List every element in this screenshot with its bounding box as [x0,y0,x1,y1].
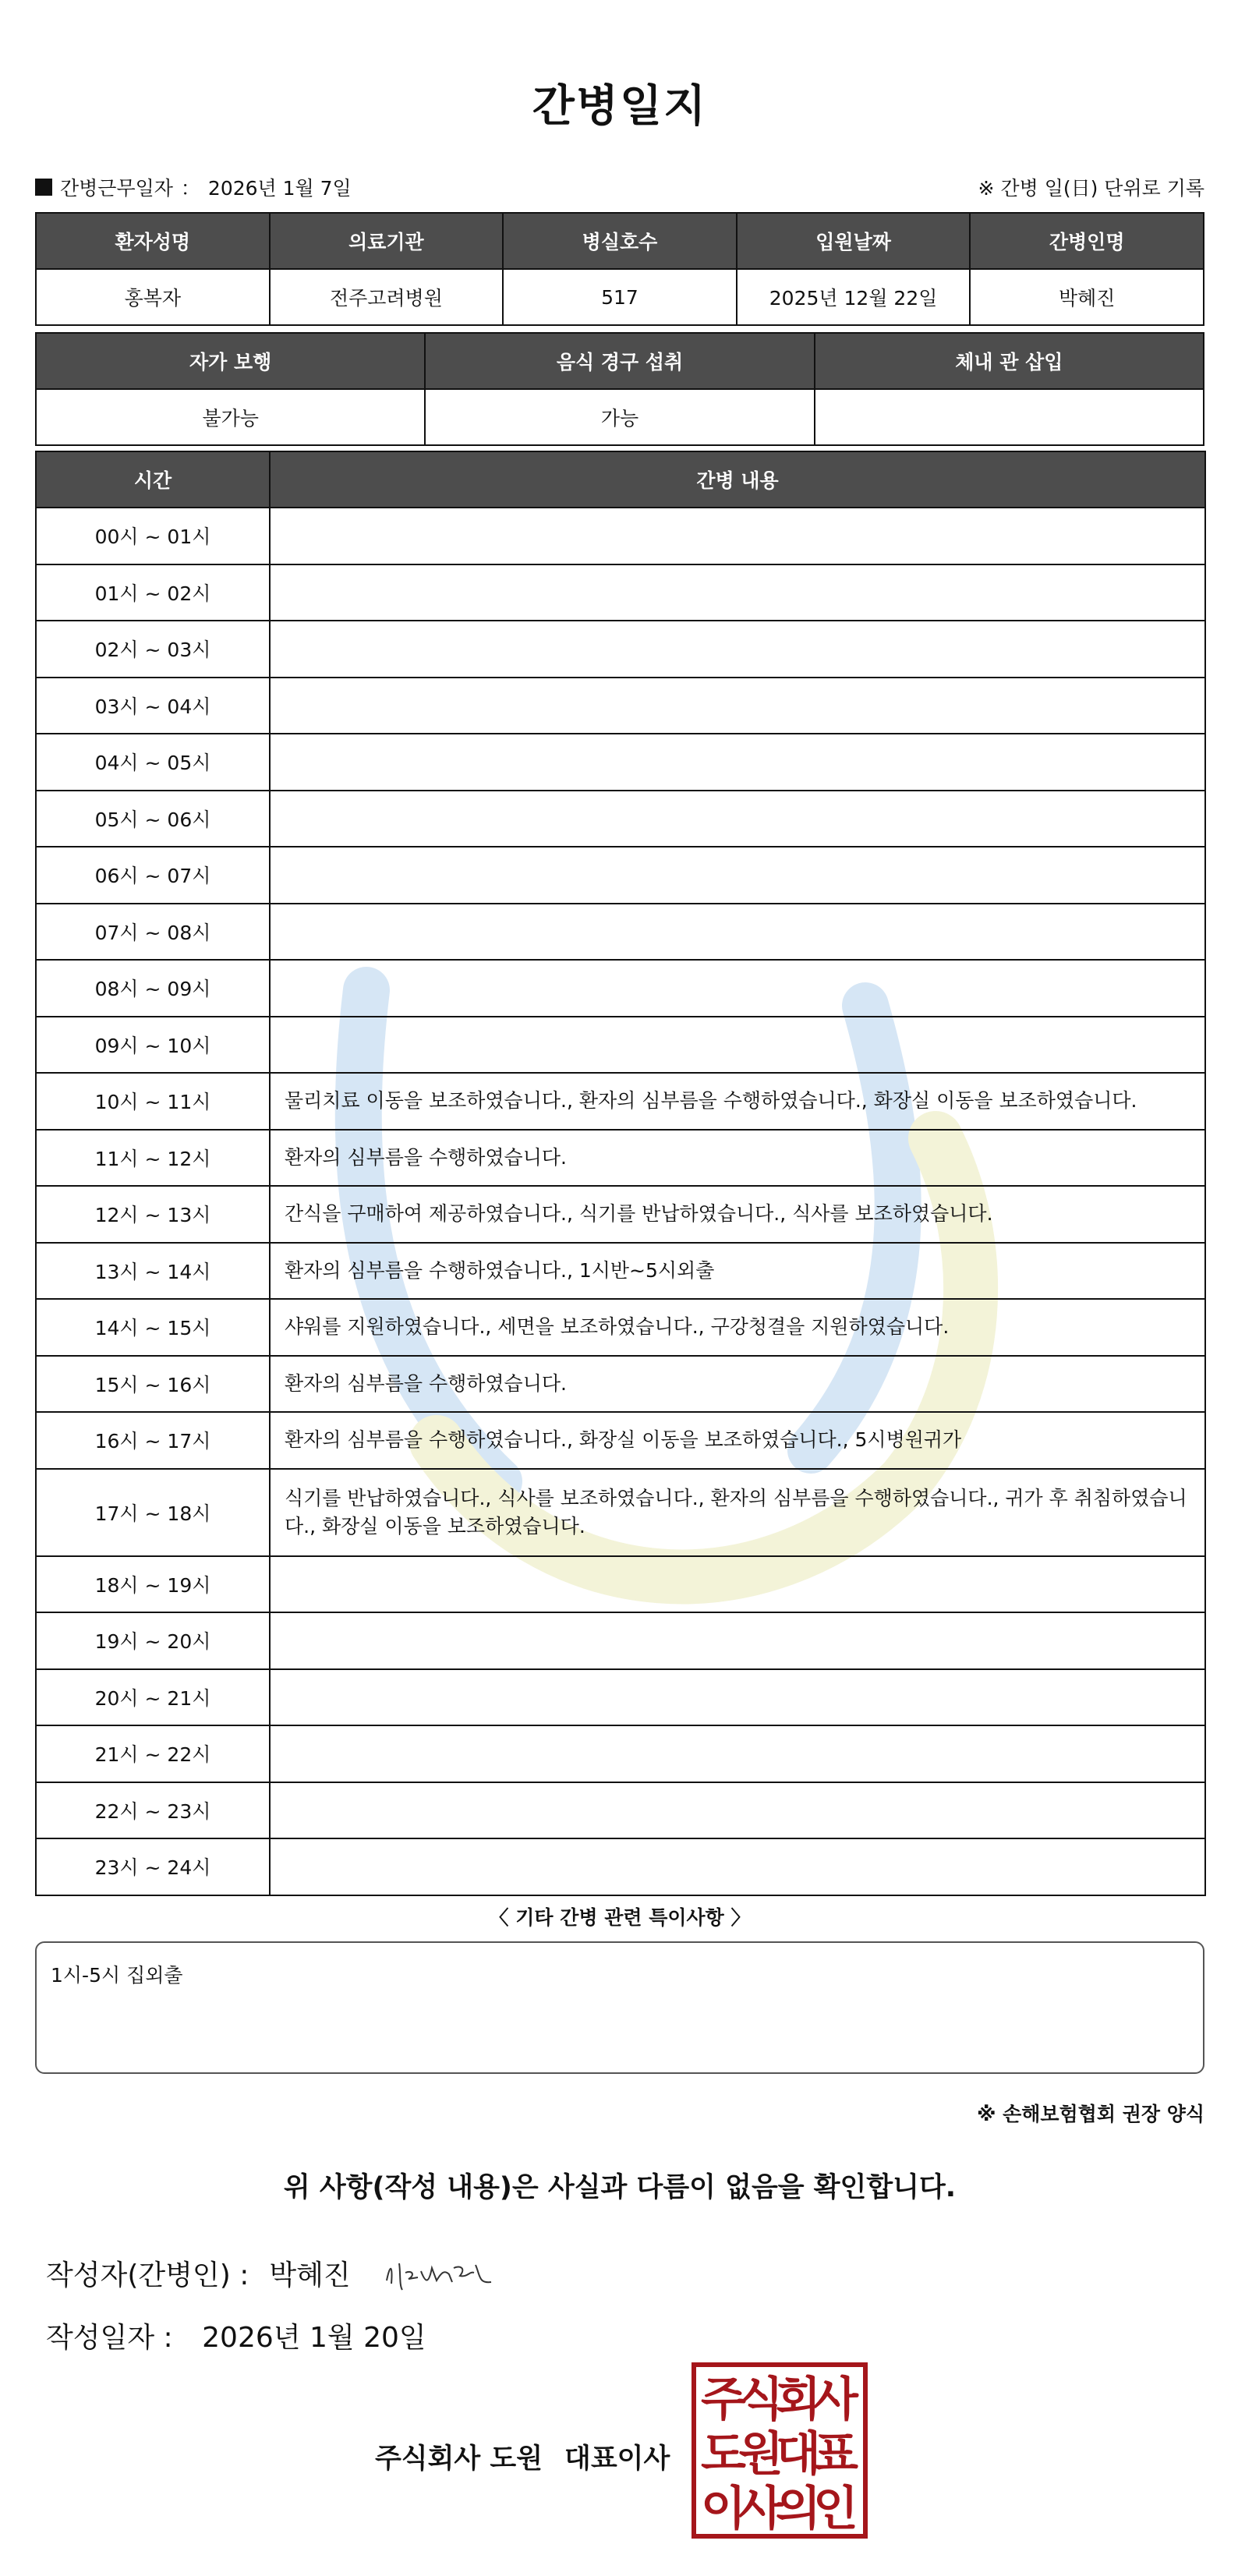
time-cell: 07시 ~ 08시 [36,904,270,961]
care-content-cell: 식기를 반납하였습니다., 식사를 보조하였습니다., 환자의 심부름을 수행하였습니다., 귀가 후 취침하였습니다., 화장실 이동을 보조하였습니다. [270,1469,1205,1556]
patient-status-table [35,332,1204,446]
header-caregiver: 간병인명 [970,213,1204,269]
care-content-cell: 환자의 심부름을 수행하였습니다., 1시반~5시외출 [270,1243,1205,1300]
care-content-cell: 물리치료 이동을 보조하였습니다., 환자의 심부름을 수행하였습니다., 화장실 이동을 보조하였습니다. [270,1073,1205,1130]
care-content-cell [270,1838,1205,1895]
svg-text:표: 표 [813,2427,858,2482]
table-row [36,678,1205,734]
time-cell: 08시 ~ 09시 [36,960,270,1017]
time-cell: 23시 ~ 24시 [36,1838,270,1895]
table-row [36,791,1205,847]
time-cell: 05시 ~ 06시 [36,791,270,847]
time-cell: 01시 ~ 02시 [36,564,270,621]
svg-text:인: 인 [813,2482,858,2536]
header-time: 시간 [36,451,270,508]
care-content-cell [270,1725,1205,1782]
room-number: 517 [503,269,737,325]
time-cell: 11시 ~ 12시 [36,1130,270,1187]
status-value-row [36,389,1204,445]
header-hospital: 의료기관 [270,213,504,269]
work-date [35,173,352,201]
time-cell: 04시 ~ 05시 [36,734,270,791]
table-row [36,1556,1205,1613]
time-cell: 19시 ~ 20시 [36,1612,270,1669]
time-cell: 17시 ~ 18시 [36,1469,270,1556]
table-row [36,1243,1205,1300]
table-row [36,1612,1205,1669]
care-content-cell [270,1556,1205,1613]
care-content-cell: 환자의 심부름을 수행하였습니다. [270,1130,1205,1187]
log-body [36,508,1205,1895]
svg-text:사: 사 [813,2373,858,2427]
care-content-cell [270,734,1205,791]
time-cell: 13시 ~ 14시 [36,1243,270,1300]
table-row [36,1017,1205,1074]
meta-line [35,173,1204,201]
work-date-value: 2026년 1월 7일 [207,177,352,200]
table-row [36,1838,1205,1895]
document-title: 간병일지 [532,81,708,132]
remarks-text: 1시-5시 집외출 [51,1964,183,1987]
work-date-label: 간병근무일자 [60,177,173,200]
table-row [36,1412,1205,1469]
company-name: 주식회사 도원 [375,2443,543,2475]
header-self-walking: 자가 보행 [36,333,425,389]
svg-text:대: 대 [776,2427,821,2482]
table-row [36,621,1205,678]
table-row [36,1469,1205,1556]
table-row [36,960,1205,1017]
oral-intake: 가능 [425,389,814,445]
time-cell: 16시 ~ 17시 [36,1412,270,1469]
svg-text:사: 사 [738,2482,783,2536]
writer-label: 작성자(간병인) : [46,2259,249,2291]
self-walking: 불가능 [36,389,425,445]
written-date-line [46,2316,426,2355]
admission-date: 2025년 12월 22일 [737,269,971,325]
svg-text:이: 이 [701,2482,746,2536]
care-content-cell [270,564,1205,621]
svg-text:원: 원 [738,2427,783,2482]
hospital: 전주고려병원 [270,269,504,325]
care-content-cell [270,960,1205,1017]
care-content-cell [270,508,1205,564]
patient-value-row [36,269,1204,325]
care-content-cell [270,904,1205,961]
care-content-cell [270,1612,1205,1669]
svg-text:식: 식 [738,2373,783,2427]
time-cell: 14시 ~ 15시 [36,1299,270,1356]
care-content-cell [270,847,1205,904]
header-room: 병실호수 [503,213,737,269]
table-row [36,1186,1205,1243]
time-cell: 10시 ~ 11시 [36,1073,270,1130]
writer-name: 박혜진 [269,2259,351,2291]
header-tube-insertion: 체내 관 삽입 [815,333,1204,389]
table-row [36,847,1205,904]
remarks-box [35,1941,1204,2074]
care-content-cell [270,621,1205,678]
caregiver-name: 박혜진 [970,269,1204,325]
patient-header-row [36,213,1204,269]
table-row [36,1669,1205,1726]
time-cell: 09시 ~ 10시 [36,1017,270,1074]
table-row [36,1299,1205,1356]
signature-icon [382,2249,507,2296]
care-content-cell [270,1669,1205,1726]
recommend-note: ※ 손해보험협회 권장 양식 [977,2103,1204,2125]
writer-line [46,2249,507,2296]
written-date-label: 작성일자 : [46,2322,173,2354]
time-cell: 06시 ~ 07시 [36,847,270,904]
time-cell: 20시 ~ 21시 [36,1669,270,1726]
confirm-statement: 위 사항(작성 내용)은 사실과 다름이 없음을 확인합니다. [283,2172,957,2203]
patient-info-table [35,212,1204,326]
svg-text:도: 도 [701,2427,746,2482]
table-row [36,1356,1205,1413]
log-header-row [36,451,1205,508]
company-line [375,2437,670,2476]
square-bullet-icon [35,179,52,196]
care-content-cell [270,791,1205,847]
table-row [36,1073,1205,1130]
table-row [36,564,1205,621]
time-cell: 02시 ~ 03시 [36,621,270,678]
care-content-cell [270,1782,1205,1839]
remarks-title: 〈 기타 간병 관련 특이사항 〉 [489,1906,751,1929]
care-content-cell: 환자의 심부름을 수행하였습니다. [270,1356,1205,1413]
status-header-row [36,333,1204,389]
time-cell: 18시 ~ 19시 [36,1556,270,1613]
care-content-cell: 샤워를 지원하였습니다., 세면을 보조하였습니다., 구강청결을 지원하였습니다. [270,1299,1205,1356]
table-row [36,904,1205,961]
header-oral-intake: 음식 경구 섭취 [425,333,814,389]
care-content-cell [270,1017,1205,1074]
time-cell: 00시 ~ 01시 [36,508,270,564]
time-cell: 21시 ~ 22시 [36,1725,270,1782]
time-cell: 03시 ~ 04시 [36,678,270,734]
unit-note: ※ 간병 일(日) 단위로 기록 [978,177,1204,200]
table-row [36,508,1205,564]
svg-text:회: 회 [776,2373,821,2427]
table-row [36,734,1205,791]
company-seal-icon [692,2362,868,2539]
table-row [36,1782,1205,1839]
tube-insertion [815,389,1204,445]
care-content-cell: 간식을 구매하여 제공하였습니다., 식기를 반납하였습니다., 식사를 보조하였습니다. [270,1186,1205,1243]
work-date-separator: ： [180,177,200,200]
table-row [36,1725,1205,1782]
header-admission-date: 입원날짜 [737,213,971,269]
time-cell: 12시 ~ 13시 [36,1186,270,1243]
time-cell: 22시 ~ 23시 [36,1782,270,1839]
svg-text:의: 의 [776,2482,821,2536]
svg-text:주: 주 [701,2373,746,2427]
care-content-cell [270,678,1205,734]
time-cell: 15시 ~ 16시 [36,1356,270,1413]
header-patient-name: 환자성명 [36,213,270,269]
care-content-cell: 환자의 심부름을 수행하였습니다., 화장실 이동을 보조하였습니다., 5시병원귀가 [270,1412,1205,1469]
header-care-content: 간병 내용 [270,451,1205,508]
written-date-value: 2026년 1월 20일 [202,2322,426,2354]
table-row [36,1130,1205,1187]
hourly-log-table [35,451,1206,1896]
patient-name: 홍복자 [36,269,270,325]
ceo-title: 대표이사 [564,2443,670,2475]
